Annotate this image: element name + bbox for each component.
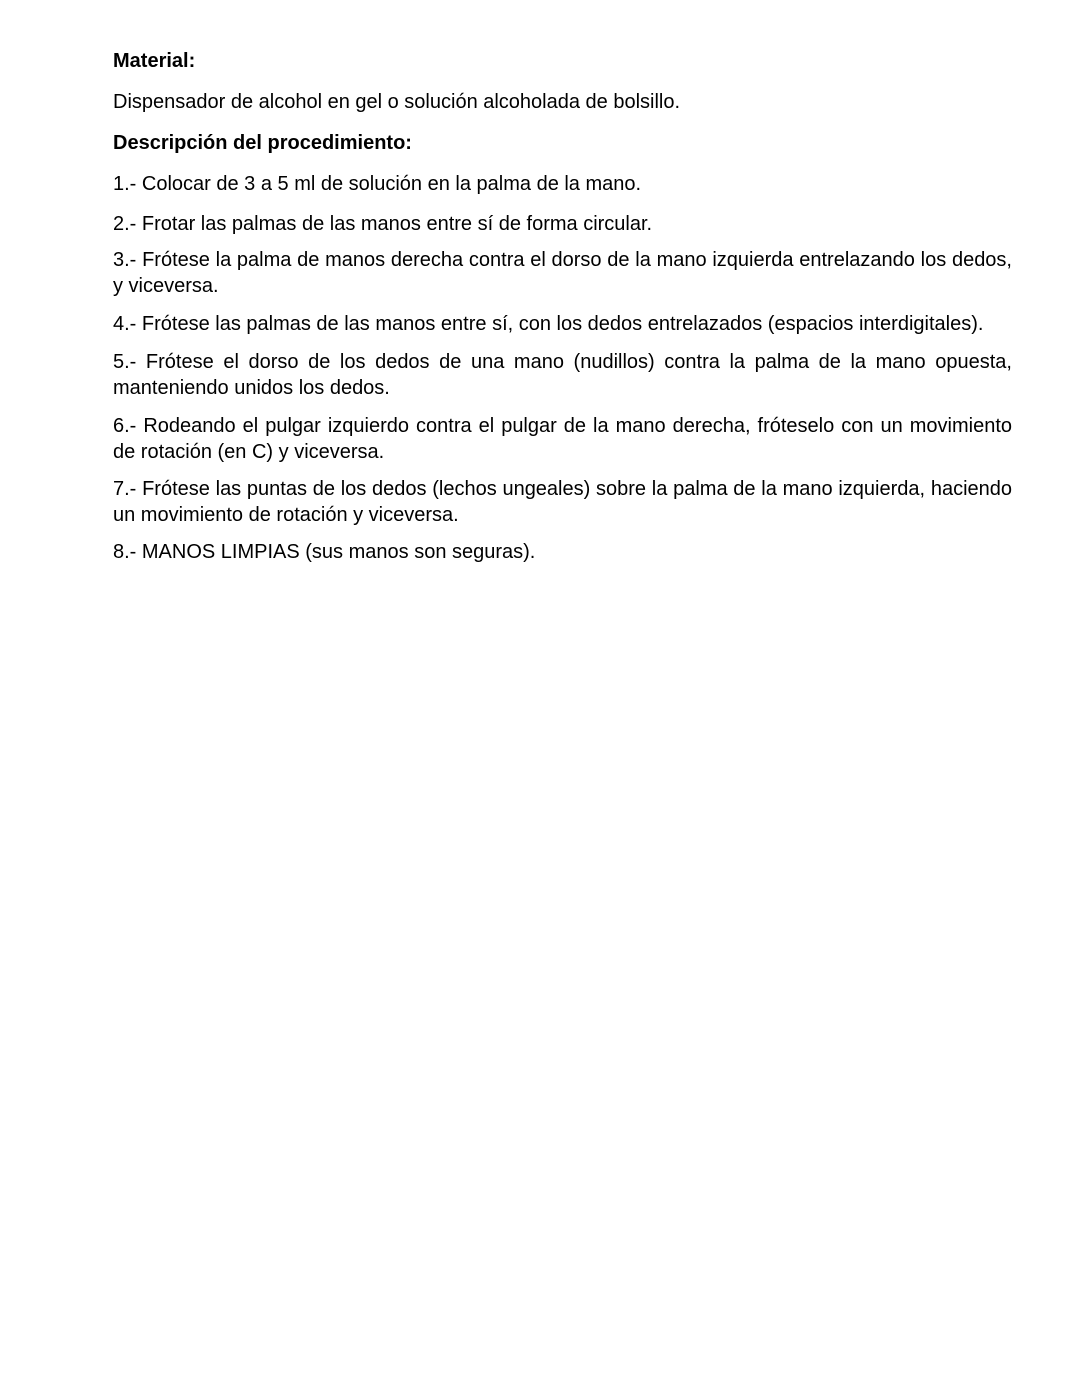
material-heading: Material:	[113, 50, 196, 72]
procedure-step-2: 2.- Frotar las palmas de las manos entre sí de forma circular.	[113, 213, 653, 235]
material-text: Dispensador de alcohol en gel o solución alcoholada de bolsillo.	[113, 91, 681, 113]
procedure-heading: Descripción del procedimiento:	[113, 132, 412, 154]
procedure-step-5: 5.- Frótese el dorso de los dedos de una mano (nudillos) contra la palma de la mano opuesta, manteniendo unidos los dedos.	[113, 351, 1012, 399]
procedure-step-8: 8.- MANOS LIMPIAS (sus manos son seguras).	[113, 541, 536, 563]
procedure-step-4: 4.- Frótese las palmas de las manos entre sí, con los dedos entrelazados (espacios interdigitales).	[113, 313, 984, 335]
procedure-step-6: 6.- Rodeando el pulgar izquierdo contra el pulgar de la mano derecha, fróteselo con un movimiento de rotación (en C) y viceversa.	[113, 415, 1012, 463]
procedure-step-7: 7.- Frótese las puntas de los dedos (lechos ungeales) sobre la palma de la mano izquierda, haciendo un movimiento de rotación y viceversa.	[113, 478, 1012, 526]
procedure-step-1: 1.- Colocar de 3 a 5 ml de solución en la palma de la mano.	[113, 173, 642, 195]
document-page	[113, 48, 1012, 580]
procedure-step-3: 3.- Frótese la palma de manos derecha contra el dorso de la mano izquierda entrelazando los dedos, y viceversa.	[113, 249, 1012, 297]
